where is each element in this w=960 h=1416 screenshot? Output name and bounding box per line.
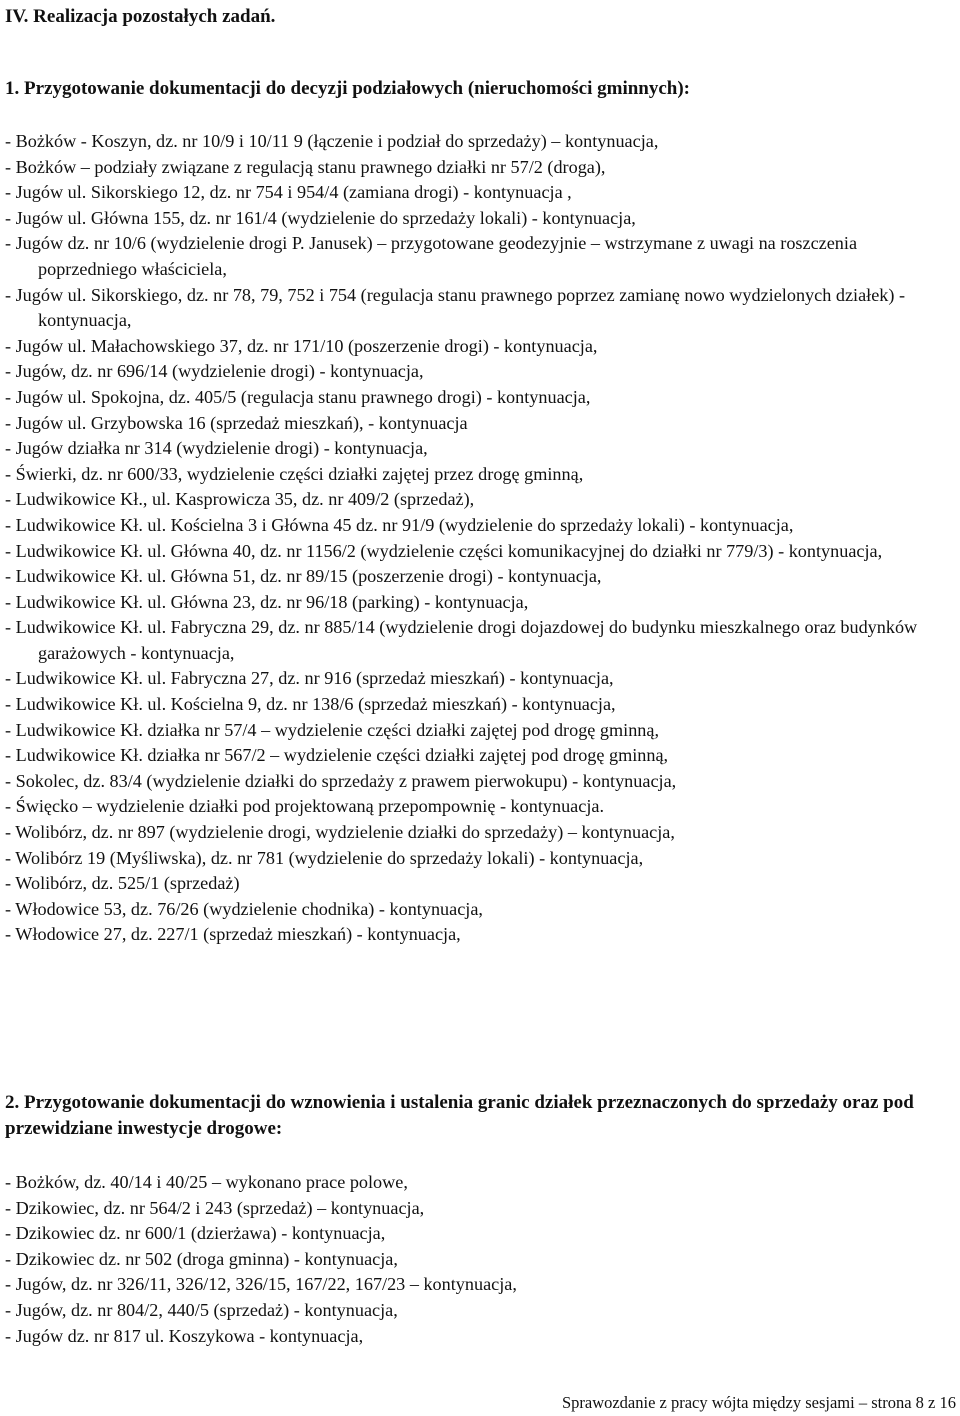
list-item: - Jugów ul. Główna 155, dz. nr 161/4 (wydzielenie do sprzedaży lokali) - kontynuacja, (5, 207, 636, 228)
list-item: - Wolibórz, dz. 525/1 (sprzedaż) (5, 873, 240, 894)
list-item: - Wolibórz 19 (Myśliwska), dz. nr 781 (wydzielenie do sprzedaży lokali) - kontynuacja, (5, 847, 644, 868)
page-footer: Sprawozdanie z pracy wójta między sesjami – strona 8 z 16 (561, 1393, 956, 1412)
list-item: - Dzikowiec dz. nr 600/1 (dzierżawa) - kontynuacja, (5, 1223, 386, 1244)
section-1-list (5, 129, 957, 948)
list-item: - Sokolec, dz. 83/4 (wydzielenie działki do sprzedaży z prawem pierwokupu) - kontynuacja, (5, 770, 677, 791)
list-item: - Dzikowiec dz. nr 502 (droga gminna) - kontynuacja, (5, 1248, 398, 1269)
list-item: - Ludwikowice Kł. ul. Fabryczna 29, dz. nr 885/14 (wydzielenie drogi dojazdowej do budynku mieszkalnego oraz budynków garażowych - kontynuacja, (5, 617, 918, 663)
list-item: - Bożków – podziały związane z regulacją stanu prawnego działki nr 57/2 (droga), (5, 156, 606, 177)
page-heading: IV. Realizacja pozostałych zadań. (5, 6, 276, 27)
section-2-title: 2. Przygotowanie dokumentacji do wznowienia i ustalenia granic działek przeznaczonych do sprzedaży oraz pod przewidziane inwestycje drogowe: (5, 1092, 914, 1139)
list-item: - Ludwikowice Kł., ul. Kasprowicza 35, dz. nr 409/2 (sprzedaż), (5, 489, 475, 510)
list-item: - Ludwikowice Kł. działka nr 567/2 – wydzielenie części działki zajętej pod drogę gminną, (5, 745, 669, 766)
list-item: - Bożków - Koszyn, dz. nr 10/9 i 10/11 9 (łączenie i podział do sprzedaży) – kontynuacja, (5, 131, 659, 151)
list-item: - Świerki, dz. nr 600/33, wydzielenie części działki zajętej przez drogę gminną, (5, 463, 584, 484)
list-item: - Ludwikowice Kł. ul. Główna 23, dz. nr 96/18 (parking) - kontynuacja, (5, 591, 529, 612)
list-item: - Włodowice 53, dz. 76/26 (wydzielenie chodnika) - kontynuacja, (5, 898, 483, 919)
list-item: - Jugów ul. Grzybowska 16 (sprzedaż mieszkań), - kontynuacja (5, 412, 468, 433)
section-1-title: 1. Przygotowanie dokumentacji do decyzji podziałowych (nieruchomości gminnych): (5, 78, 691, 99)
list-item: - Jugów ul. Sikorskiego, dz. nr 78, 79, 752 i 754 (regulacja stanu prawnego poprzez zamianę nowo wydzielonych działek) - kontynuacja, (5, 284, 906, 331)
list-item: - Ludwikowice Kł. ul. Fabryczna 27, dz. nr 916 (sprzedaż mieszkań) - kontynuacja, (5, 668, 614, 689)
list-item: - Bożków, dz. 40/14 i 40/25 – wykonano prace polowe, (5, 1172, 408, 1192)
list-item: - Jugów, dz. nr 326/11, 326/12, 326/15, 167/22, 167/23 – kontynuacja, (5, 1274, 517, 1295)
list-item: - Ludwikowice Kł. ul. Główna 40, dz. nr 1156/2 (wydzielenie części komunikacyjnej do działki nr 779/3) - kontynuacja, (5, 540, 883, 561)
list-item: - Ludwikowice Kł. działka nr 57/4 – wydzielenie części działki zajętej pod drogę gminną, (5, 719, 660, 740)
list-item: - Święcko – wydzielenie działki pod projektowaną przepompownię - kontynuacja. (5, 796, 604, 817)
list-item: - Jugów ul. Małachowskiego 37, dz. nr 171/10 (poszerzenie drogi) - kontynuacja, (5, 335, 598, 356)
list-item: - Jugów, dz. nr 696/14 (wydzielenie drogi) - kontynuacja, (5, 361, 424, 382)
list-item: - Jugów dz. nr 817 ul. Koszykowa - kontynuacja, (5, 1325, 364, 1346)
list-item: - Jugów działka nr 314 (wydzielenie drogi) - kontynuacja, (5, 438, 428, 459)
list-item: - Jugów, dz. nr 804/2, 440/5 (sprzedaż) - kontynuacja, (5, 1299, 398, 1320)
list-item: - Jugów ul. Sikorskiego 12, dz. nr 754 i 954/4 (zamiana drogi) - kontynuacja , (5, 182, 572, 203)
list-item: - Ludwikowice Kł. ul. Główna 51, dz. nr 89/15 (poszerzenie drogi) - kontynuacja, (5, 566, 602, 587)
list-item: - Ludwikowice Kł. ul. Kościelna 9, dz. nr 138/6 (sprzedaż mieszkań) - kontynuacja, (5, 694, 616, 715)
list-item: - Jugów ul. Spokojna, dz. 405/5 (regulacja stanu prawnego drogi) - kontynuacja, (5, 386, 591, 407)
section-2-list (5, 1170, 957, 1349)
list-item: - Dzikowiec, dz. nr 564/2 i 243 (sprzedaż) – kontynuacja, (5, 1197, 425, 1218)
list-item: - Jugów dz. nr 10/6 (wydzielenie drogi P. Janusek) – przygotowane geodezyjnie – wstrzymane z uwagi na roszczenia poprzedniego właściciela, (5, 233, 858, 279)
list-item: - Włodowice 27, dz. 227/1 (sprzedaż mieszkań) - kontynuacja, (5, 924, 461, 945)
list-item: - Wolibórz, dz. nr 897 (wydzielenie drogi, wydzielenie działki do sprzedaży) – kontynuacja, (5, 822, 675, 843)
list-item: - Ludwikowice Kł. ul. Kościelna 3 i Główna 45 dz. nr 91/9 (wydzielenie do sprzedaży lokali) - kontynuacja, (5, 514, 794, 535)
